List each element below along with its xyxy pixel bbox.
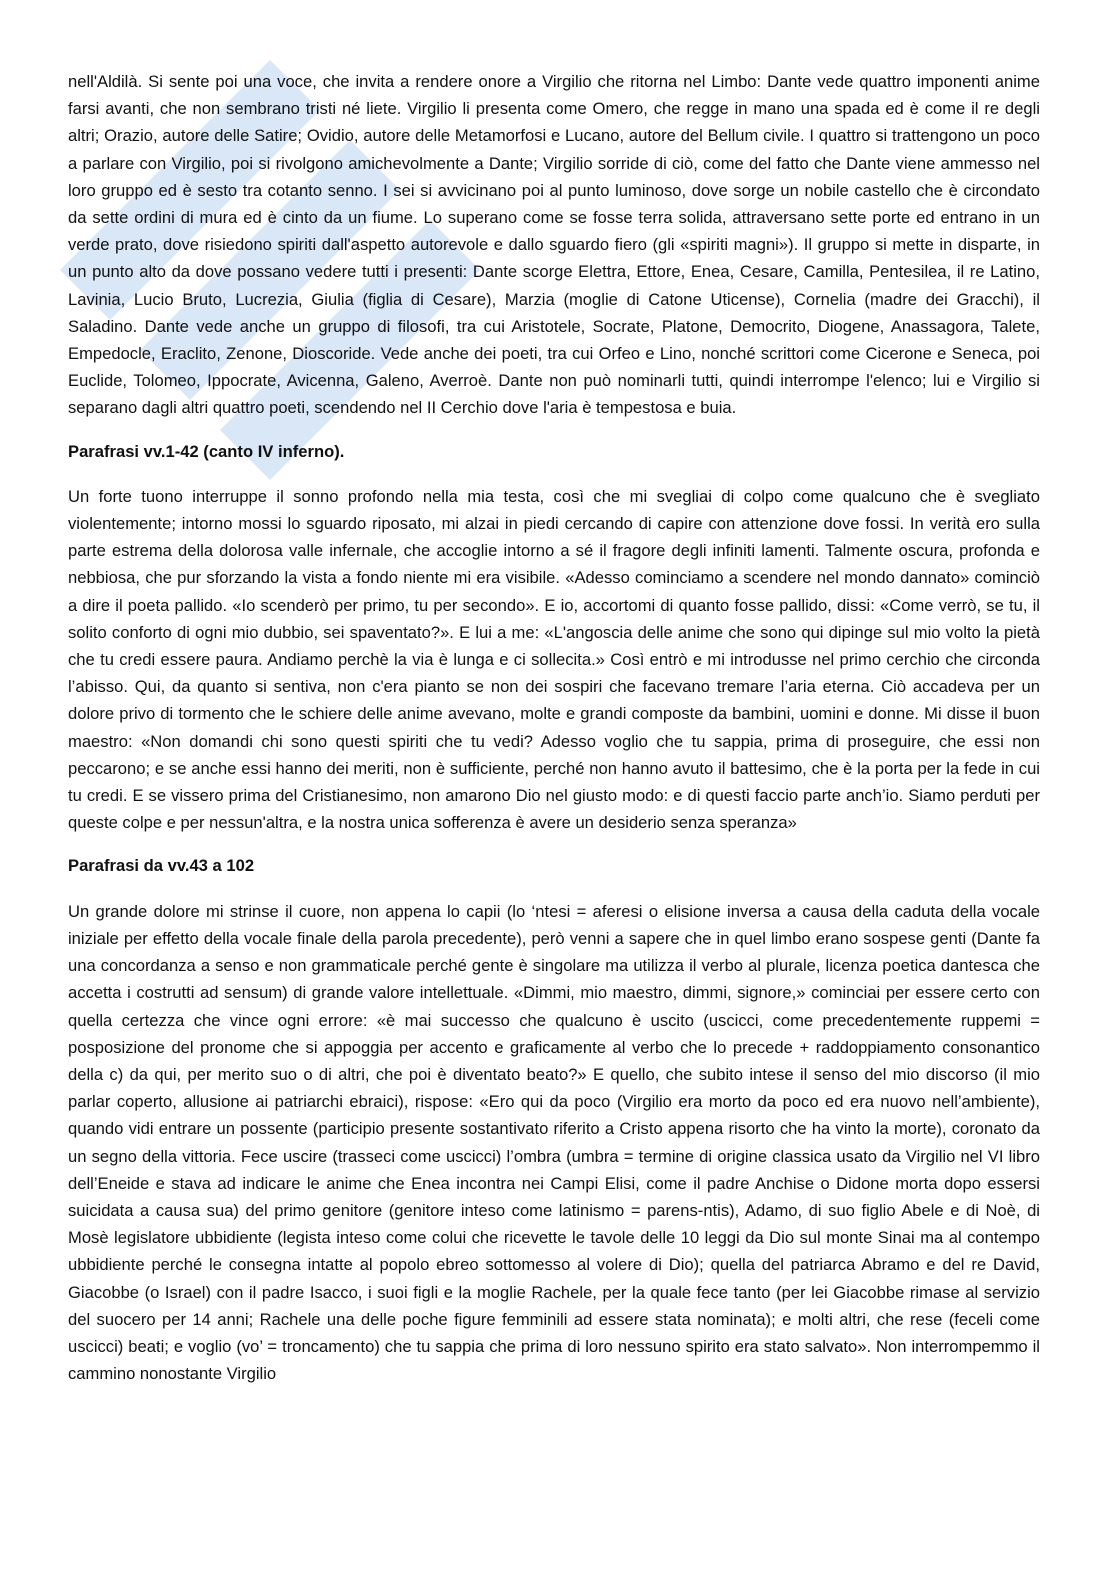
section-heading-2: Parafrasi da vv.43 a 102 (68, 856, 255, 876)
intro-paragraph: nell'Aldilà. Si sente poi una voce, che invita a rendere onore a Virgilio che ritorna nel Limbo: Dante vede quattro imponenti anime farsi avanti, che non sembrano tristi né liete. Virgilio li presenta come Omero, che regge in mano una spada ed è come il re degli altri; Orazio, autore delle Satire; Ovidio, autore delle Metamorfosi e Lucano, autore del Bellum civile. I quattro si trattengono un poco a parlare con Virgilio, poi si rivolgono amichevolmente a Dante; Virgilio sorride di ciò, come del fatto che Dante viene ammesso nel loro gruppo ed è sesto tra cotanto senno. I sei si avvicinano poi al punto luminoso, dove sorge un nobile castello che è circondato da sette ordini di mura ed è cinto da un fiume. Lo superano come se fosse terra solida, attraversano sette porte ed entrano in un verde prato, dove risiedono spiriti dall'aspetto autorevole e dallo sguardo fiero (gli «spiriti magni»). Il gruppo si mette in disparte, in un punto alto da dove possano vedere tutti i presenti: Dante scorge Elettra, Ettore, Enea, Cesare, Camilla, Pentesilea, il re Latino, Lavinia, Lucio Bruto, Lucrezia, Giulia (figlia di Cesare), Marzia (moglie di Catone Uticense), Cornelia (madre dei Gracchi), il Saladino. Dante vede anche un gruppo di filosofi, tra cui Aristotele, Socrate, Platone, Democrito, Diogene, Anassagora, Talete, Empedocle, Eraclito, Zenone, Dioscoride. Vede anche dei poeti, tra cui Orfeo e Lino, nonché scrittori come Cicerone e Seneca, poi Euclide, Tolomeo, Ippocrate, Avicenna, Galeno, Averroè. Dante non può nominarli tutti, quindi interrompe l'elenco; lui e Virgilio si separano dagli altri quattro poeti, scendendo nel II Cerchio dove l'aria è tempestosa e buia. (68, 72, 1040, 418)
paraphrase-paragraph-1: Un forte tuono interruppe il sonno profondo nella mia testa, così che mi svegliai di colpo come qualcuno che è svegliato violentemente; intorno mossi lo sguardo riposato, mi alzai in piedi cercando di capire con attenzione dove fossi. In verità ero sulla parte estrema della dolorosa valle infernale, che accoglie intorno a sé il fragore degli infiniti lamenti. Talmente oscura, profonda e nebbiosa, che pur sforzando la vista a fondo niente mi era visibile. «Adesso cominciamo a scendere nel mondo dannato» cominciò a dire il poeta pallido. «Io scenderò per primo, tu per secondo». E io, accortomi di quanto fosse pallido, dissi: «Come verrò, se tu, il solito conforto di ogni mio dubbio, sei spaventato?». E lui a me: «L'angoscia delle anime che sono qui dipinge sul mio volto la pietà che tu credi essere paura. Andiamo perchè la via è lunga e ci sollecita.» Così entrò e mi introdusse nel primo cerchio che circonda l’abisso. Qui, da quanto si sentiva, non c'era pianto se non dei sospiri che facevano tremare l’aria eterna. Ciò accadeva per un dolore privo di tormento che le schiere delle anime avevano, molte e grandi composte da bambini, uomini e donne. Mi disse il buon maestro: «Non domandi chi sono questi spiriti che tu vedi? Adesso voglio che tu sappia, prima di proseguire, che essi non peccarono; e se anche essi hanno dei meriti, non è sufficiente, perché non hanno avuto il battesimo, che è la porta per la fede in cui tu credi. E se vissero prima del Cristianesimo, non amarono Dio nel giusto modo: e di questi faccio parte anch’io. Siamo perduti per queste colpe e per nessun'altra, e la nostra unica sofferenza è avere un desiderio senza speranza» (68, 486, 1040, 833)
section-heading-1: Parafrasi vv.1-42 (canto IV inferno). (68, 441, 345, 461)
paraphrase-paragraph-2: Un grande dolore mi strinse il cuore, non appena lo capii (lo ‘ntesi = aferesi o elisione inversa a causa della caduta della vocale iniziale per effetto della vocale finale della parola precedente), però venni a sapere che in quel limbo erano sospese genti (Dante fa una concordanza a senso e non grammaticale perché gente è singolare ma utilizza il verbo al plurale, licenza poetica dantesca che accetta i costrutti ad sensum) di grande valore intellettuale. «Dimmi, mio maestro, dimmi, signore,» cominciai per essere certo con quella certezza che vince ogni errore: «è mai successo che qualcuno è uscito (uscicci, come precedentemente ruppemi = posposizione del pronome che si appoggia per accento e graficamente al verbo che lo precede + raddoppiamento consonantico della c) da qui, per merito suo o di altri, che poi è diventato beato?» E quello, che subito intese il senso del mio discorso (il mio parlar coperto, allusione ai patriarchi ebraici), rispose: «Ero qui da poco (Virgilio era morto da poco ed era nuovo nell’ambiente), quando vidi entrare un possente (participio presente sostantivato riferito a Cristo appena risorto che ha vinto la morte), coronato da un segno della vittoria. Fece uscire (trasseci come uscicci) l’ombra (umbra = termine di origine classica usato da Virgilio nel VI libro dell’Eneide e stava ad indicare le anime che Enea incontra nei Campi Elisi, come il padre Anchise o Didone morta dopo essersi suicidata a causa sua) del primo genitore (genitore inteso come latinismo = parens-ntis), Adamo, di suo figlio Abele e di Noè, di Mosè legislatore ubbidiente (legista inteso come colui che ricevette le tavole delle 10 leggi da Dio sul monte Sinai ma al contempo ubbidiente perché le consegna intatte al popolo ebreo sottomesso al volere di Dio); quella del patriarca Abramo e del re David, Giacobbe (o Israel) con il padre Isacco, i suoi figli e la moglie Rachele, per la quale fece tanto (per lei Giacobbe rimase al servizio del suocero per 14 anni; Rachele una delle poche figure femminili ad essere stata nominata); e molti altri, che rese (feceli come uscicci) beati; e voglio (vo’ = troncamento) che tu sappia che prima di loro nessuno spirito era stato salvato». Non interrompemmo il cammino nonostante Virgilio (68, 901, 1040, 1384)
document-page (68, 68, 1040, 1387)
